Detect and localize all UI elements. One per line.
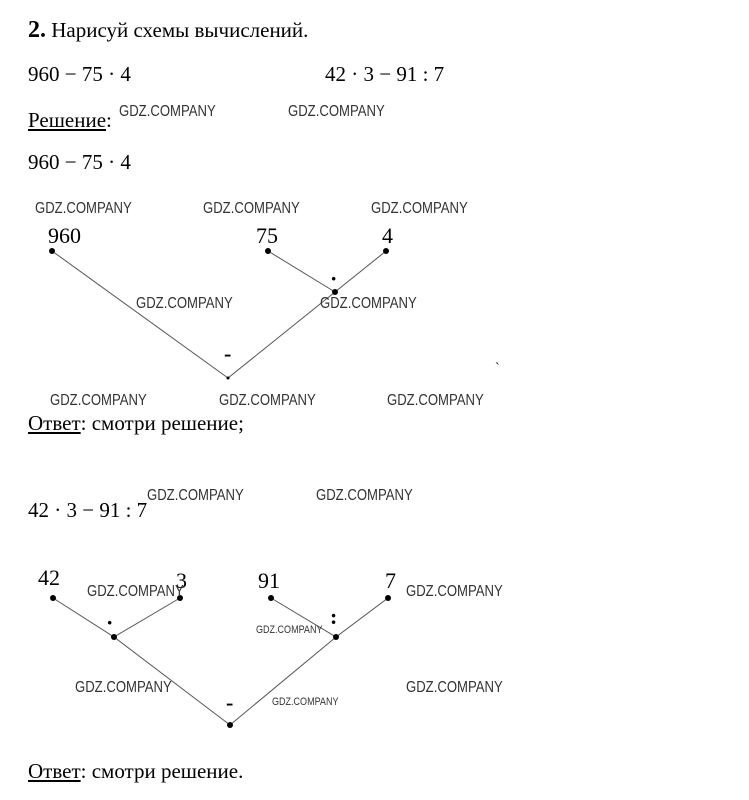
watermark: GDZ.COMPANY xyxy=(75,679,172,696)
scheme2-expression: 42 · 3 − 91 : 7 xyxy=(28,498,148,522)
scheme1-expression: 960 − 75 · 4 xyxy=(28,150,131,174)
task-instruction: Нарисуй схемы вычислений. xyxy=(51,18,309,42)
scheme1-label-75: 75 xyxy=(256,223,278,248)
watermark: GDZ.COMPANY xyxy=(119,103,216,120)
scheme2-label-42: 42 xyxy=(38,565,60,590)
solution-label: Решение xyxy=(28,108,107,132)
scheme2-label-3: 3 xyxy=(176,568,187,593)
watermark: GDZ.COMPANY xyxy=(272,696,339,708)
watermark: GDZ.COMPANY xyxy=(219,392,316,409)
scheme2-edge-div-minus xyxy=(230,637,339,725)
answer2 xyxy=(28,761,243,782)
scheme2-op-minus: - xyxy=(226,690,234,715)
watermark: GDZ.COMPANY xyxy=(147,487,244,504)
scheme2-node-dot-42 xyxy=(50,595,56,601)
scheme2-node-dot-div xyxy=(333,634,339,640)
answer2-text: : смотри решение. xyxy=(80,759,244,783)
answer1-text: : смотри решение; xyxy=(80,411,244,435)
scheme2-node-dot-7 xyxy=(385,595,391,601)
scheme2-node-dot-minus xyxy=(227,722,233,728)
watermark: GDZ.COMPANY xyxy=(406,679,503,696)
watermark: GDZ.COMPANY xyxy=(406,583,503,600)
watermark: GDZ.COMPANY xyxy=(320,295,417,312)
scheme2-edge-3-mul xyxy=(114,598,180,637)
watermark: GDZ.COMPANY xyxy=(203,200,300,217)
scheme1-op-minus: - xyxy=(224,341,232,366)
watermark: GDZ.COMPANY xyxy=(387,392,484,409)
watermark: GDZ.COMPANY xyxy=(371,200,468,217)
scheme2-edge-7-div xyxy=(336,598,388,637)
stray-tick-mark: ` xyxy=(495,361,500,376)
watermark: GDZ.COMPANY xyxy=(35,200,132,217)
watermark: GDZ.COMPANY xyxy=(288,103,385,120)
scheme2-label-91: 91 xyxy=(258,568,280,593)
scheme1-label-4: 4 xyxy=(382,223,393,248)
task-number: 2. xyxy=(28,17,46,43)
watermark: GDZ.COMPANY xyxy=(50,392,147,409)
scheme2-op-div: : xyxy=(330,604,338,629)
solution-colon: : xyxy=(106,108,112,132)
watermark: GDZ.COMPANY xyxy=(87,583,184,600)
answer1-label: Ответ xyxy=(28,411,81,435)
task-expression-1: 960 − 75 · 4 xyxy=(28,62,131,86)
scheme2-node-dot-91 xyxy=(268,595,274,601)
watermark: GDZ.COMPANY xyxy=(316,487,413,504)
watermark: GDZ.COMPANY xyxy=(256,624,323,636)
scheme2-edge-42-mul xyxy=(53,598,114,637)
scheme1-label-960: 960 xyxy=(48,223,81,248)
watermark: GDZ.COMPANY xyxy=(136,295,233,312)
answer2-label: Ответ xyxy=(28,759,81,783)
scheme1-op-mul: · xyxy=(330,266,338,291)
scheme2-label-7: 7 xyxy=(385,568,396,593)
scheme2-op-mul: · xyxy=(106,610,114,635)
task-expression-2: 42 · 3 − 91 : 7 xyxy=(325,62,445,86)
